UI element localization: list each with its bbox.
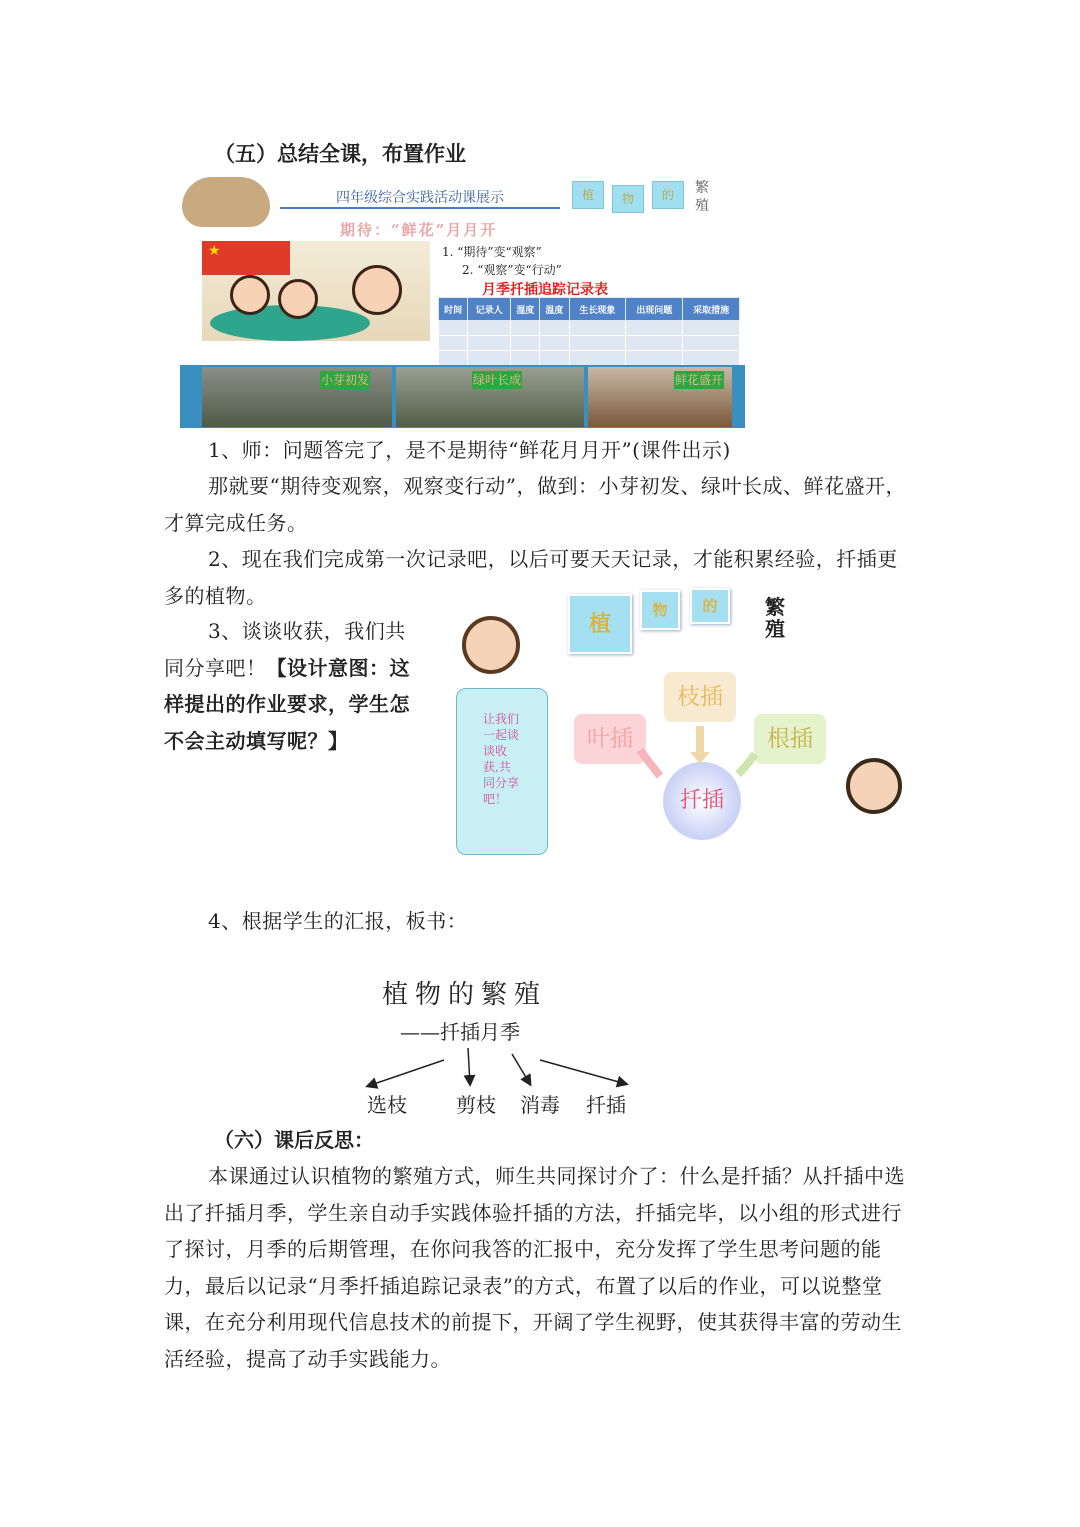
design-intent-text: 【设计意图：这样提出的作业要求，学生怎不会主动填写呢？】 bbox=[164, 655, 410, 753]
slide-title-tile: 植 bbox=[572, 181, 604, 209]
record-table-header: 采取措施 bbox=[683, 298, 740, 321]
boy-figure bbox=[462, 616, 520, 674]
board-subtitle: ——扦插月季 bbox=[400, 1020, 520, 1044]
paragraph-text: 1、师：问题答完了，是不是期待“鲜花月月开”(课件出示) bbox=[208, 438, 731, 462]
section-heading-5: （五）总结全课，布置作业 bbox=[214, 141, 466, 166]
paragraph bbox=[164, 903, 916, 940]
slide-step-1: 1. “期待”变“观察” bbox=[442, 245, 542, 259]
scroll-text: 让我们一起谈谈收获,共同分享吧！ bbox=[483, 712, 520, 806]
record-table-header: 湿度 bbox=[511, 298, 540, 321]
slide-banner: 四年级综合实践活动课展示 bbox=[280, 187, 560, 209]
diagram-title-tile: 的 bbox=[690, 588, 730, 624]
board-branch: 扦插 bbox=[586, 1093, 626, 1117]
paragraph bbox=[164, 468, 916, 541]
diagram-arrows bbox=[560, 660, 820, 800]
arrow-icon bbox=[368, 1060, 444, 1086]
slide-step-2: 2. “观察”变“行动” bbox=[462, 263, 562, 277]
slide-title-tile: 的 bbox=[652, 181, 684, 209]
flag-image bbox=[202, 241, 290, 275]
record-table-header: 生长现象 bbox=[569, 298, 626, 321]
board-branch: 消毒 bbox=[520, 1093, 560, 1117]
slide-poem: 期待：“鲜花”月月开 bbox=[340, 221, 498, 239]
record-table bbox=[438, 297, 740, 366]
diagram-title-tail: 繁殖 bbox=[765, 595, 785, 641]
record-table-header: 出现问题 bbox=[626, 298, 683, 321]
girl-figure bbox=[846, 758, 902, 814]
cutting-center-circle: 扦插 bbox=[663, 762, 741, 840]
photo-label: 小芽初发 bbox=[320, 373, 369, 387]
student-figure bbox=[230, 275, 270, 315]
slide-title-tile: 物 bbox=[612, 185, 644, 213]
arrow-root-icon bbox=[738, 754, 755, 774]
arrow-icon bbox=[512, 1054, 530, 1084]
board-branch: 选枝 bbox=[367, 1093, 407, 1117]
record-table-title: 月季扦插追踪记录表 bbox=[482, 282, 608, 298]
paragraph-text: 2、现在我们完成第一次记录吧，以后可要天天记录，才能积累经验，扦插更多的植物。 bbox=[164, 547, 898, 608]
paragraph-text: 4、根据学生的汇报，板书： bbox=[208, 909, 468, 933]
record-table-header: 时间 bbox=[439, 298, 468, 321]
slide-title-tail: 繁殖 bbox=[695, 180, 709, 214]
arrow-leaf-icon bbox=[640, 750, 660, 776]
arrow-icon bbox=[468, 1048, 470, 1084]
photo-label: 鲜花盛开 bbox=[674, 373, 723, 387]
heart-plant-image bbox=[182, 177, 270, 227]
speech-scroll bbox=[456, 688, 548, 855]
lesson-slide-image bbox=[180, 175, 745, 428]
paragraph-text: 那就要“期待变观察，观察变行动”，做到：小芽初发、绿叶长成、鲜花盛开，才算完成任务。 bbox=[164, 474, 906, 535]
paragraph bbox=[164, 432, 916, 469]
board-branch: 剪枝 bbox=[456, 1093, 496, 1117]
diagram-title-tile: 植 bbox=[568, 594, 632, 654]
method-box-branch: 枝插 bbox=[664, 672, 736, 722]
photo-label: 绿叶长成 bbox=[472, 373, 521, 387]
section-heading-6: （六）课后反思： bbox=[214, 1128, 374, 1152]
paragraph-text: 本课通过认识植物的繁殖方式，师生共同探讨介了：什么是扦插？从扦插中选出了扦插月季，学生亲自动手实践体验扦插的方法，扦插完毕，以小组的形式进行了探讨，月季的后期管理，在你问我答的汇报中，充分发挥了学生思考问题的能力，最后以记录“月季扦插追踪记录表”的方式，布置了以后的作业，可以说整堂课，在充分利用现代信息技术的前提下，开阔了学生视野，使其获得丰富的劳动生活经验，提高了动手实践能力。 bbox=[164, 1164, 905, 1371]
arrow-head-icon bbox=[690, 752, 710, 764]
paragraph-text: 3、谈谈收获，我们共同分享吧！ bbox=[164, 619, 406, 680]
method-box-root: 根插 bbox=[754, 714, 826, 764]
board-title: 植物的繁殖 bbox=[382, 980, 548, 1010]
method-box-leaf: 叶插 bbox=[574, 714, 646, 764]
board-arrows bbox=[360, 1044, 640, 1090]
arrow-icon bbox=[540, 1060, 626, 1084]
reflection-paragraph bbox=[164, 1158, 916, 1377]
teacher-figure bbox=[352, 265, 402, 315]
slide-steps bbox=[442, 243, 562, 279]
record-table-header: 记录人 bbox=[468, 298, 511, 321]
student-figure bbox=[278, 279, 318, 319]
paragraph bbox=[164, 613, 414, 759]
diagram-title-tile: 物 bbox=[640, 590, 680, 630]
record-table-header: 温度 bbox=[540, 298, 569, 321]
